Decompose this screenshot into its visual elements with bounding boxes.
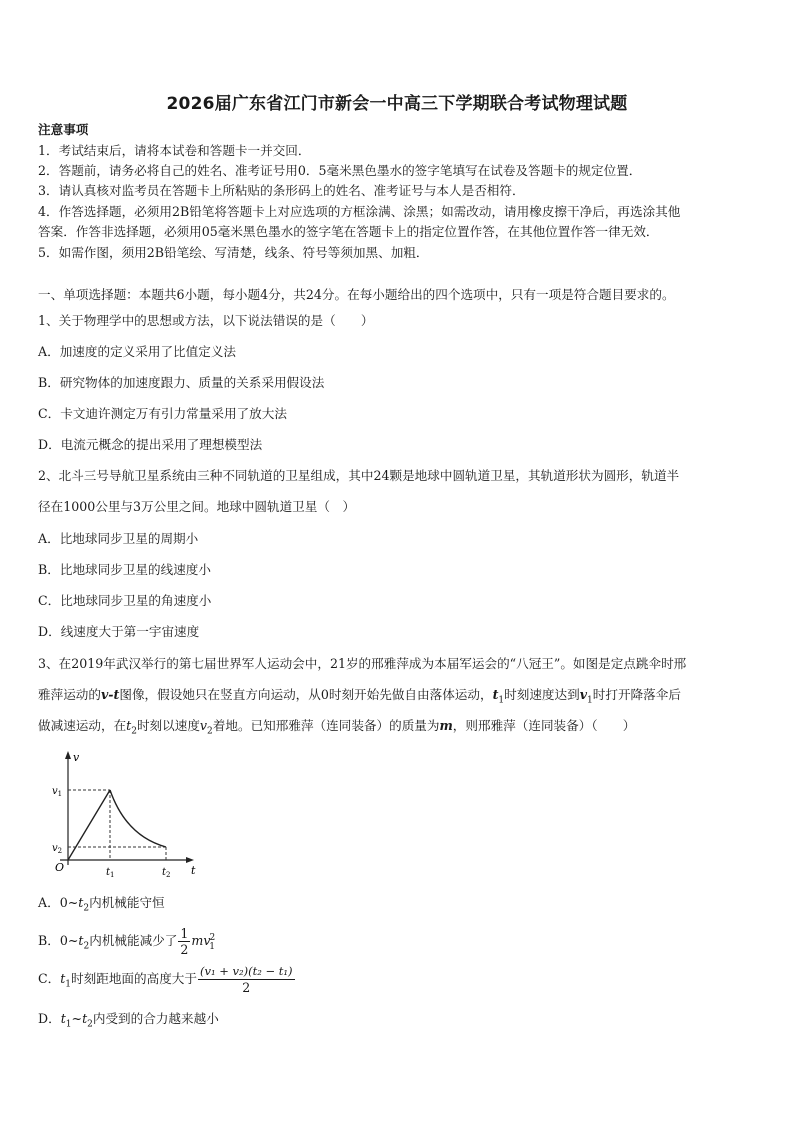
math-m: m: [439, 718, 453, 733]
text-run: 内机械能减少了: [89, 933, 178, 949]
notice-item: 2．答题前，请务必将自己的姓名、准考证号用0．5毫米黑色墨水的签字笔填写在试卷及答题卡的规定位置．: [38, 163, 642, 178]
text-run: 雅萍运动的: [38, 687, 101, 702]
q2-option-b: B．比地球同步卫星的线速度小: [38, 562, 211, 577]
math-t: t: [60, 971, 66, 986]
q1-option-c: C．卡文迪许测定万有引力常量采用了放大法: [38, 406, 287, 421]
fraction-height: [198, 964, 295, 995]
subscript: 2: [83, 903, 90, 914]
t2-label: $t_2$: [162, 867, 171, 879]
text-run: 时刻距地面的高度大于: [71, 971, 197, 986]
text-run: C．: [38, 971, 61, 986]
math-v: v: [579, 687, 588, 702]
text-run: 时打开降落伞后: [592, 687, 681, 702]
text-run: 时刻以速度: [136, 718, 200, 733]
notice-item: 5．如需作图，须用2B铅笔绘、写清楚，线条、符号等须加黑、加粗．: [38, 245, 429, 260]
notice-heading: 注意事项: [38, 122, 89, 137]
subscript: 2: [131, 726, 137, 737]
question-1-stem: 1、关于物理学中的思想或方法，以下说法错误的是（ ）: [38, 313, 374, 328]
math-t: t: [78, 895, 84, 910]
fraction-denominator: 2: [242, 980, 251, 995]
question-3-stem-line1: 3、在2019年武汉举行的第七届世界军人运动会中，21岁的邢雅萍成为本届军运会的“八冠王”。如图是定点跳伞时邢: [38, 656, 687, 671]
math-t: t: [126, 718, 132, 733]
q2-option-a: A．比地球同步卫星的周期小: [38, 531, 199, 546]
t1-label: $t_1$: [106, 867, 115, 879]
subscript: 1: [498, 695, 505, 706]
q1-option-a: A．加速度的定义采用了比值定义法: [38, 344, 237, 359]
math-t: t: [78, 933, 84, 949]
fraction-numerator: (v₁ + v₂)(t₂ − t₁): [199, 964, 293, 978]
math-v: v: [199, 718, 208, 733]
math-t: t: [82, 1011, 88, 1026]
text-run: ~: [71, 1011, 83, 1026]
subscript: 2: [207, 726, 213, 737]
subscript: 2: [87, 1019, 93, 1030]
question-3-stem-line3: [38, 718, 635, 740]
v-axis-label: v: [73, 751, 80, 764]
v2-label: $v_2$: [52, 843, 63, 855]
math-mv: mv: [191, 933, 211, 949]
q2-option-d: D．线速度大于第一宇宙速度: [38, 624, 200, 639]
t-axis-arrow: [186, 857, 194, 863]
fraction-half: [178, 926, 190, 957]
q3-option-d: [38, 1011, 219, 1033]
text-run: 时刻速度达到: [504, 687, 580, 702]
math-vt: v-t: [100, 687, 120, 702]
text-run: 图像，假设她只在竖直方向运动，从0时刻开始先做自由落体运动，: [119, 687, 493, 702]
notice-item: 3．请认真核对监考员在答题卡上所粘贴的条形码上的姓名、准考证号与本人是否相符．: [38, 183, 525, 198]
superscript: 2: [209, 933, 216, 943]
q3-option-b: [38, 923, 215, 962]
fraction-denominator: 2: [180, 942, 189, 958]
subscript: 1: [209, 941, 215, 952]
subscript: 1: [65, 979, 72, 990]
q1-option-d: D．电流元概念的提出采用了理想模型法: [38, 437, 263, 452]
q3-option-a: [38, 895, 165, 917]
notice-item: 答案．作答非选择题，必须用05毫米黑色墨水的签字笔在答题卡上的指定位置作答，在其他位置作答一律无效．: [38, 224, 659, 239]
text-run: 内受到的合力越来越小: [92, 1011, 219, 1026]
fraction-numerator: 1: [180, 926, 189, 942]
subscript: 1: [65, 1019, 72, 1030]
q3-option-c: [38, 964, 296, 1000]
notice-item: 1．考试结束后，请将本试卷和答题卡一并交回．: [38, 143, 311, 158]
origin-label: O: [55, 861, 65, 874]
v1-label: $v_1$: [52, 786, 63, 798]
text-run: ，则邢雅萍（连同装备）（ ）: [452, 718, 636, 733]
section-heading: 一、单项选择题：本题共6小题，每小题4分，共24分。在每小题给出的四个选项中，只有一项是符合题目要求的。: [38, 287, 675, 302]
q1-option-b: B．研究物体的加速度跟力、质量的关系采用假设法: [38, 375, 325, 390]
t-axis-label: t: [191, 864, 196, 877]
text-run: D．: [38, 1011, 61, 1026]
question-3-stem-line2: [38, 687, 681, 709]
subscript: 1: [587, 695, 593, 706]
text-run: A．0~: [38, 895, 79, 910]
text-run: 内机械能守恒: [89, 895, 165, 910]
q2-option-c: C．比地球同步卫星的角速度小: [38, 593, 212, 608]
deceleration-curve: [110, 790, 166, 847]
velocity-time-graph: [38, 748, 198, 880]
text-run: 着地。已知邢雅萍（连同装备）的质量为: [212, 718, 440, 733]
question-2-stem-line2: 径在1000公里与3万公里之间。地球中圆轨道卫星（ ）: [38, 499, 356, 514]
page-title: 2026届广东省江门市新会一中高三下学期联合考试物理试题: [166, 94, 628, 114]
math-t: t: [60, 1011, 66, 1026]
question-2-stem-line1: 2、北斗三号导航卫星系统由三种不同轨道的卫星组成，其中24颗是地球中圆轨道卫星，其轨道形状为圆形，轨道半: [38, 468, 680, 483]
subscript: 2: [83, 941, 90, 952]
text-run: 做减速运动，在: [38, 718, 127, 733]
text-run: B．0~: [38, 933, 79, 949]
v-axis-arrow: [65, 751, 71, 759]
notice-item: 4．作答选择题，必须用2B铅笔将答题卡上对应选项的方框涂满、涂黑；如需改动，请用橡皮擦干净后，再选涂其他: [38, 204, 681, 219]
math-t: t: [492, 687, 499, 702]
free-fall-line: [68, 790, 110, 860]
